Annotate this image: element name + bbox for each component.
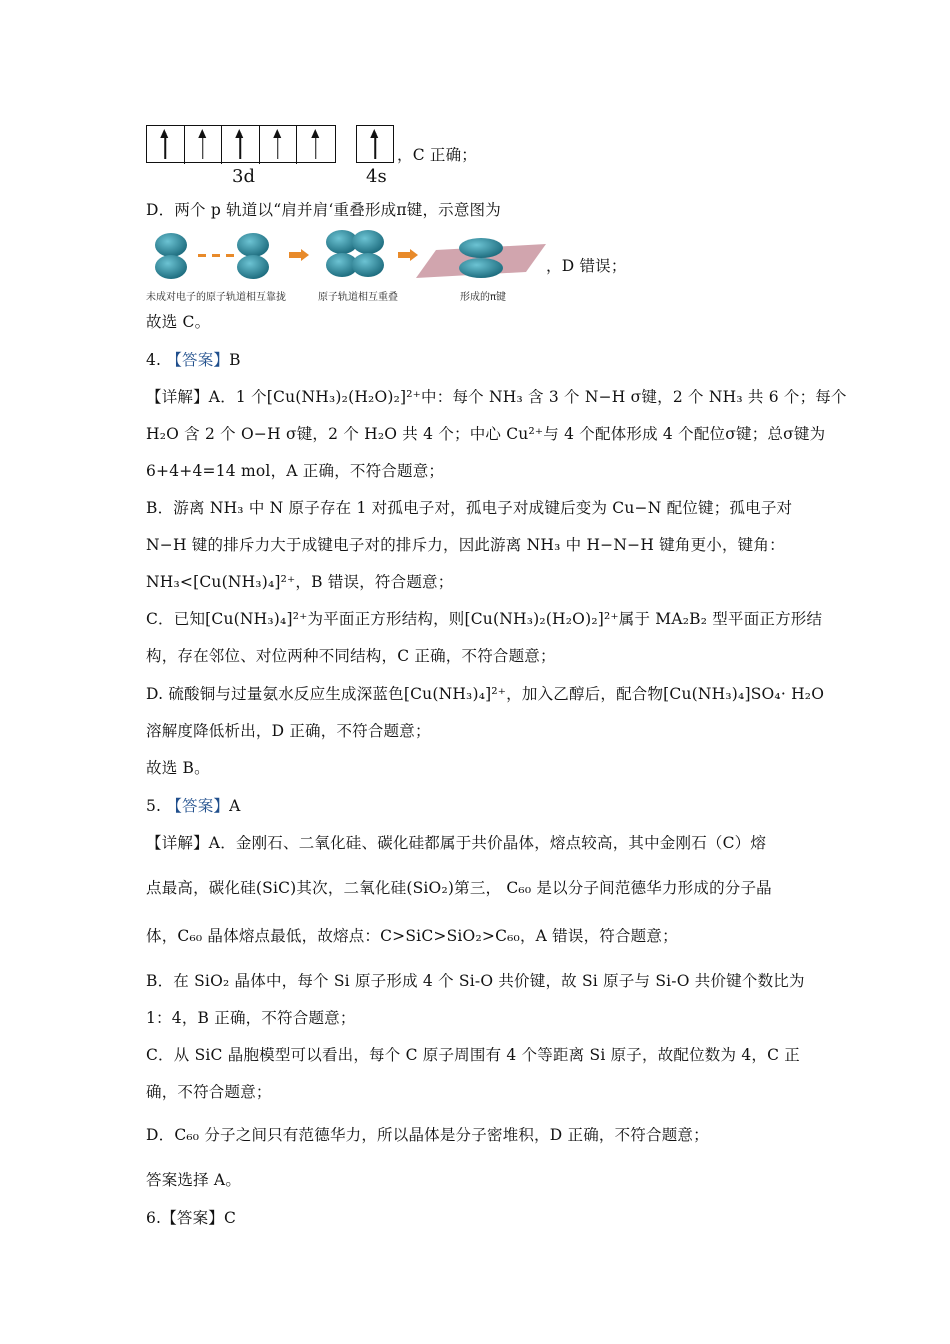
q4b-line-1: B．游离 NH₃ 中 N 原子存在 1 对孤电子对，孤电子对成键后变为 Cu−N 配位键；孤电子对 bbox=[146, 499, 793, 517]
caption-pi-bond: 形成的π键 bbox=[460, 292, 507, 303]
choose-b: 故选 B。 bbox=[146, 759, 210, 777]
line-d-pi-intro: D．两个 p 轨道以“肩并肩‘重叠形成π键，示意图为 bbox=[146, 201, 501, 219]
up-arrow-icon bbox=[202, 133, 204, 159]
choose-a: 答案选择 A。 bbox=[146, 1171, 242, 1189]
q6-answer: 6.【答案】C bbox=[146, 1209, 237, 1227]
orbital-tail: ，C 正确； bbox=[397, 146, 477, 164]
4s-orbital-box bbox=[356, 125, 394, 163]
q4b-line-2: N−H 键的排斥力大于成键电子对的排斥力，因此游离 NH₃ 中 H−N−H 键角更小，键角： bbox=[146, 536, 785, 554]
q5c-line-2: 确，不符合题意； bbox=[146, 1083, 272, 1101]
q5d-line-1: D．C₆₀ 分子之间只有范德华力，所以晶体是分子密堆积，D 正确，不符合题意； bbox=[146, 1126, 709, 1144]
orbital-lobes-1 bbox=[155, 233, 187, 279]
up-arrow-icon bbox=[165, 133, 167, 159]
q5a-line-1: 【详解】A．金刚石、二氧化硅、碳化硅都属于共价晶体，熔点较高，其中金刚石（C）熔 bbox=[146, 834, 767, 852]
overlapping-lobes bbox=[326, 230, 384, 277]
label-4s: 4s bbox=[366, 166, 387, 187]
answer-value: B bbox=[229, 351, 241, 369]
q4-answer: 4. 【答案】B bbox=[146, 351, 241, 369]
arrow-icon bbox=[398, 249, 418, 261]
q5-answer: 5. 【答案】A bbox=[146, 797, 241, 815]
label-3d: 3d bbox=[232, 166, 255, 187]
q5b-line-2: 1：4，B 正确，不符合题意； bbox=[146, 1009, 356, 1027]
q5c-line-1: C．从 SiC 晶胞模型可以看出，每个 C 原子周围有 4 个等距离 Si 原子，故配位数为 4，C 正 bbox=[146, 1046, 800, 1064]
up-arrow-icon bbox=[374, 133, 376, 159]
pi-tail: ，D 错误； bbox=[546, 257, 627, 275]
choose-c: 故选 C。 bbox=[146, 313, 211, 331]
q4b-line-3: NH₃<[Cu(NH₃)₄]²⁺，B 错误，符合题意； bbox=[146, 573, 454, 591]
caption-approach: 未成对电子的原子轨道相互靠拢 bbox=[146, 292, 286, 303]
q4a-line-1: 【详解】A．1 个[Cu(NH₃)₂(H₂O)₂]²⁺中：每个 NH₃ 含 3 个 N−H σ键，2 个 NH₃ 共 6 个；每个 bbox=[146, 388, 847, 406]
up-arrow-icon bbox=[315, 133, 317, 159]
orbital-diagram bbox=[146, 125, 406, 185]
q4c-line-1: C．已知[Cu(NH₃)₄]²⁺为平面正方形结构，则[Cu(NH₃)₂(H₂O)₂]²⁺属于 MA₂B₂ 型平面正方形结 bbox=[146, 610, 823, 628]
pi-bond-shape bbox=[416, 238, 546, 278]
answer-label: 【答案】 bbox=[166, 797, 230, 815]
q5a-line-2: 点最高，碳化硅(SiC)其次，二氧化硅(SiO₂)第三， C₆₀ 是以分子间范德华力形成的分子晶 bbox=[146, 879, 772, 897]
up-arrow-icon bbox=[277, 133, 279, 159]
caption-overlap: 原子轨道相互重叠 bbox=[318, 292, 398, 303]
3d-orbital-boxes bbox=[146, 125, 336, 163]
q4c-line-2: 构，存在邻位、对位两种不同结构，C 正确，不符合题意； bbox=[146, 647, 556, 665]
arrow-icon bbox=[289, 249, 309, 261]
up-arrow-icon bbox=[240, 133, 242, 159]
dashed-arrow-icon bbox=[198, 254, 234, 257]
q4a-line-3: 6+4+4=14 mol，A 正确，不符合题意； bbox=[146, 462, 445, 480]
q4a-line-2: H₂O 含 2 个 O−H σ键，2 个 H₂O 共 4 个；中心 Cu²⁺与 4 个配体形成 4 个配位σ键；总σ键为 bbox=[146, 425, 826, 443]
q5b-line-1: B．在 SiO₂ 晶体中，每个 Si 原子形成 4 个 Si-O 共价键，故 Si 原子与 Si-O 共价键个数比为 bbox=[146, 972, 805, 990]
orbital-lobes-2 bbox=[237, 233, 269, 279]
q5a-line-3: 体，C₆₀ 晶体熔点最低，故熔点：C>SiC>SiO₂>C₆₀，A 错误，符合题意； bbox=[146, 927, 678, 945]
q4d-line-2: 溶解度降低析出，D 正确，不符合题意； bbox=[146, 722, 431, 740]
answer-label: 【答案】 bbox=[166, 351, 230, 369]
q4d-line-1: D. 硫酸铜与过量氨水反应生成深蓝色[Cu(NH₃)₄]²⁺，加入乙醇后，配合物[Cu(NH₃)₄]SO₄· H₂O bbox=[146, 685, 825, 703]
answer-value: A bbox=[229, 797, 241, 815]
